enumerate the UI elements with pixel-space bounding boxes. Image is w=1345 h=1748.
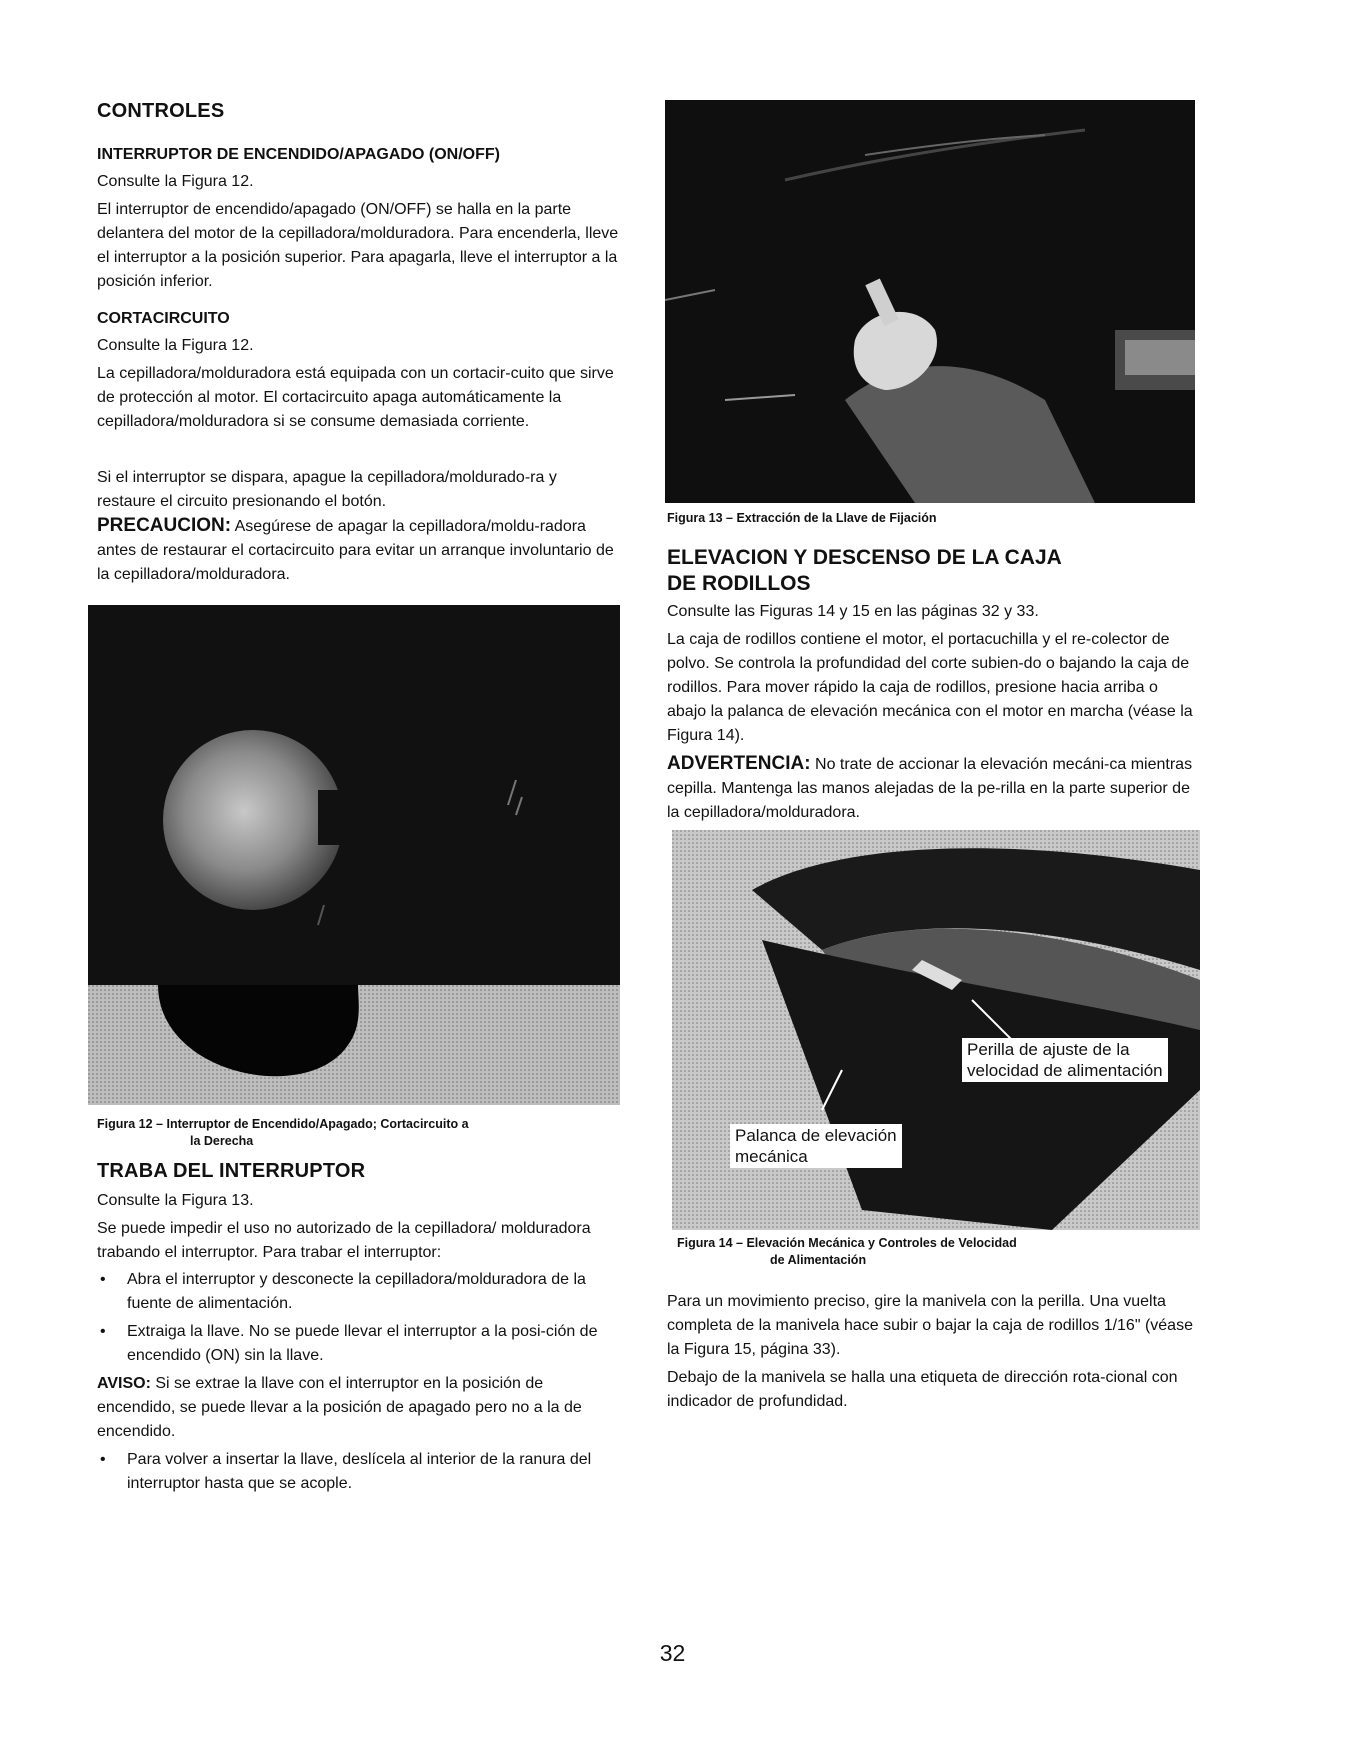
precaution-label: PRECAUCION: [97,515,232,536]
breaker-paragraph: La cepilladora/molduradora está equipada con un cortacir-cuito que sirve de protección al motor. El cortacircuito apaga automáticamente la cepilladora/molduradora si se consume demasiada corriente. [97,365,614,430]
figure-13-image [665,100,1195,503]
roller-case-paragraph: La caja de rodillos contiene el motor, el portacuchilla y el re-colector de polvo. Se controla la profundidad del corte subien-do o bajando la caja de rodillos. Para mover rápido la caja de rodillos, presione hacia arriba o abajo la palanca de elevación mecánica con el motor en marcha (véase la Figura 14). [667,631,1193,744]
figure-14-image [672,830,1200,1230]
figure-12-image [88,605,620,1105]
roller-case-reference: Consulte las Figuras 14 y 15 en las páginas 32 y 33. [667,603,1039,620]
warning-label: ADVERTENCIA: [667,753,811,774]
breaker-reset-paragraph: Si el interruptor se dispara, apague la cepilladora/moldurado-ra y restaure el circuito presionando el botón. [97,469,557,510]
switch-lock-bullet-2: • Extraiga la llave. No se puede llevar el interruptor a la posi-ción de encendido (ON) sin la llave. [97,1320,622,1368]
switch-lock-bullet-3: • Para volver a insertar la llave, deslícela al interior de la ranura del interruptor hasta que se acople. [97,1448,622,1496]
switch-lock-reference: Consulte la Figura 13. [97,1192,254,1209]
feed-speed-knob-label-line2: velocidad de alimentación [967,1061,1163,1080]
mechanical-lift-lever-label-line1: Palanca de elevación [735,1126,897,1145]
page-number: 32 [659,1640,686,1666]
warning-paragraph [667,752,1197,825]
mechanical-lift-lever-label-line2: mecánica [735,1147,808,1166]
roller-case-heading-line1: ELEVACION Y DESCENSO DE LA CAJA [667,546,1062,569]
figure-14-photo [672,830,1200,1230]
figure-13-photo [665,100,1195,503]
switch-lock-paragraph: Se puede impedir el uso no autorizado de la cepilladora/ molduradora trabando el interruptor. Para trabar el interruptor: [97,1220,591,1261]
switch-reference: Consulte la Figura 12. [97,173,254,190]
figure-12-photo [88,605,620,1105]
notice-paragraph [97,1372,622,1444]
figure-14-caption-line2: de Alimentación [770,1253,867,1267]
roller-case-heading-line2: DE RODILLOS [667,572,811,595]
figure-14-caption-line1: Figura 14 – Elevación Mecánica y Controles de Velocidad [677,1236,1017,1250]
switch-heading: INTERRUPTOR DE ENCENDIDO/APAGADO (ON/OFF) [97,146,500,163]
precaution-text: Asegúrese de apagar la cepilladora/moldu-radora antes de restaurar el cortacircuito para evitar un arranque involuntario de la cepilladora/molduradora. [97,518,614,583]
breaker-heading: CORTACIRCUITO [97,310,230,327]
switch-lock-bullet-1: • Abra el interruptor y desconecte la cepilladora/molduradora de la fuente de alimentación. [97,1268,622,1316]
section-title-controles: CONTROLES [97,100,225,122]
switch-lock-heading: TRABA DEL INTERRUPTOR [97,1160,366,1182]
feed-speed-knob-label-line1: Perilla de ajuste de la [967,1040,1130,1059]
mechanical-lift-lever-label [730,1124,902,1168]
warning-text: No trate de accionar la elevación mecáni-ca mientras cepilla. Mantenga las manos alejadas de la pe-rilla en la parte superior de la cepilladora/molduradora. [667,756,1193,821]
breaker-reference: Consulte la Figura 12. [97,337,254,354]
figure-12-caption-line2: la Derecha [190,1134,254,1148]
notice-text: Si se extrae la llave con el interruptor en la posición de encendido, se puede llevar a la posición de apagado pero no a la de encendido. [97,1375,582,1440]
figure-12-caption-line1: Figura 12 – Interruptor de Encendido/Apagado; Cortacircuito a [97,1117,469,1131]
depth-label-paragraph: Debajo de la manivela se halla una etiqueta de dirección rota-cional con indicador de profundidad. [667,1369,1178,1410]
precise-movement-paragraph: Para un movimiento preciso, gire la manivela con la perilla. Una vuelta completa de la manivela hace subir o bajar la caja de rodillos 1/16" (véase la Figura 15, página 33). [667,1293,1193,1358]
feed-speed-knob-label [962,1038,1168,1082]
switch-paragraph: El interruptor de encendido/apagado (ON/OFF) se halla en la parte delantera del motor de la cepilladora/molduradora. Para encenderla, lleve el interruptor a la posición superior. Para apagarla, lleve el interruptor a la posición inferior. [97,201,619,290]
precaution-paragraph [97,514,617,587]
notice-label: AVISO: [97,1375,151,1392]
figure-13-caption: Figura 13 – Extracción de la Llave de Fijación [667,511,937,525]
